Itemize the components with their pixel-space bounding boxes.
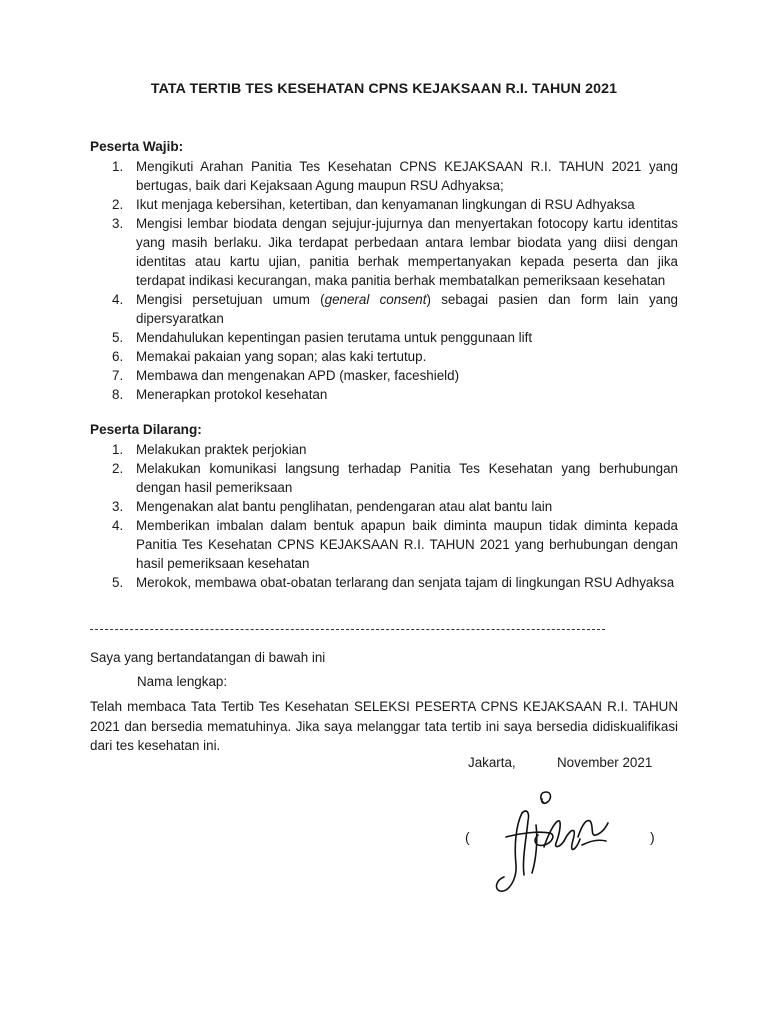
- list-text: Mengenakan alat bantu penglihatan, pendengaran atau alat bantu lain: [136, 499, 553, 514]
- place-label: Jakarta,: [468, 755, 516, 770]
- list-number: 3.: [112, 216, 124, 231]
- signature-paren-close: ): [650, 829, 655, 845]
- list-number: 2.: [112, 197, 124, 212]
- dilarang-list: [90, 440, 678, 592]
- list-item: [90, 516, 678, 573]
- list-item: [90, 573, 678, 592]
- list-item: [90, 195, 678, 214]
- document-title: TATA TERTIB TES KESEHATAN CPNS KEJAKSAAN R.I. TAHUN 2021: [150, 81, 618, 97]
- list-item: [90, 459, 678, 497]
- list-text: Membawa dan mengenakan APD (masker, faceshield): [136, 368, 460, 383]
- signature-paren-open: (: [465, 829, 470, 845]
- dashed-divider: [90, 629, 605, 630]
- wajib-list: [90, 157, 678, 404]
- list-text: Merokok, membawa obat-obatan terlarang dan senjata tajam di lingkungan RSU Adhyaksa: [136, 575, 675, 590]
- list-text: Melakukan praktek perjokian: [136, 442, 307, 457]
- list-text: Melakukan komunikasi langsung terhadap Panitia Tes Kesehatan yang berhubungan dengan hasil pemeriksaan: [136, 461, 678, 495]
- declaration-statement: Telah membaca Tata Tertib Tes Kesehatan SELEKSI PESERTA CPNS KEJAKSAAN R.I. TAHUN 2021 dan bersedia mematuhinya. Jika saya melanggar tata tertib ini saya bersedia didiskualifikasi dari tes kesehatan ini.: [90, 699, 678, 753]
- list-number: 4.: [112, 292, 124, 307]
- list-text: Memberikan imbalan dalam bentuk apapun baik diminta maupun tidak diminta kepada Panitia Tes Kesehatan CPNS KEJAKSAAN R.I. TAHUN 2021 yang berhubungan dengan hasil pemeriksaan kesehatan: [136, 518, 678, 571]
- list-number: 5.: [112, 330, 124, 345]
- list-item: [90, 157, 678, 195]
- list-text-before: Mengisi persetujuan umum (: [136, 292, 325, 307]
- declaration-intro: Saya yang bertandatangan di bawah ini: [90, 650, 326, 665]
- list-number: 1.: [112, 442, 124, 457]
- list-item: [90, 497, 678, 516]
- wajib-heading: Peserta Wajib:: [90, 139, 184, 154]
- handwritten-signature: [486, 785, 616, 900]
- list-text: [136, 290, 678, 328]
- list-item: [90, 328, 678, 347]
- list-text: Ikut menjaga kebersihan, ketertiban, dan kenyamanan lingkungan di RSU Adhyaksa: [136, 197, 635, 212]
- list-number: 6.: [112, 349, 124, 364]
- list-text: Menerapkan protokol kesehatan: [136, 387, 328, 402]
- list-text-italic: general consent: [324, 292, 427, 307]
- list-item: [90, 290, 678, 328]
- list-item: [90, 347, 678, 366]
- list-item: [90, 214, 678, 290]
- list-item: [90, 385, 678, 404]
- list-number: 4.: [112, 518, 124, 533]
- list-text: Mengisi lembar biodata dengan sejujur-jujurnya dan menyertakan fotocopy kartu identitas yang masih berlaku. Jika terdapat perbedaan antara lembar biodata yang diisi dengan identitas atau kartu ujian, panitia berhak mempertanyakan kepada peserta dan jika terdapat indikasi kecurangan, maka panitia berhak membatalkan pemeriksaan kesehatan: [136, 216, 678, 288]
- dilarang-heading: Peserta Dilarang:: [90, 422, 202, 437]
- list-text: Memakai pakaian yang sopan; alas kaki tertutup.: [136, 349, 427, 364]
- name-label: Nama lengkap:: [137, 674, 228, 689]
- list-number: 8.: [112, 387, 124, 402]
- list-number: 3.: [112, 499, 124, 514]
- list-item: [90, 440, 678, 459]
- list-number: 2.: [112, 461, 124, 476]
- list-number: 7.: [112, 368, 124, 383]
- list-item: [90, 366, 678, 385]
- date-label: November 2021: [557, 755, 653, 770]
- list-number: 5.: [112, 575, 124, 590]
- list-text: Mendahulukan kepentingan pasien terutama untuk penggunaan lift: [136, 330, 533, 345]
- list-text-after: ) sebagai pasien dan form lain yang dipersyaratkan: [136, 292, 678, 326]
- list-number: 1.: [112, 159, 124, 174]
- list-text: Mengikuti Arahan Panitia Tes Kesehatan CPNS KEJAKSAAN R.I. TAHUN 2021 yang bertugas, baik dari Kejaksaan Agung maupun RSU Adhyaksa;: [136, 159, 678, 193]
